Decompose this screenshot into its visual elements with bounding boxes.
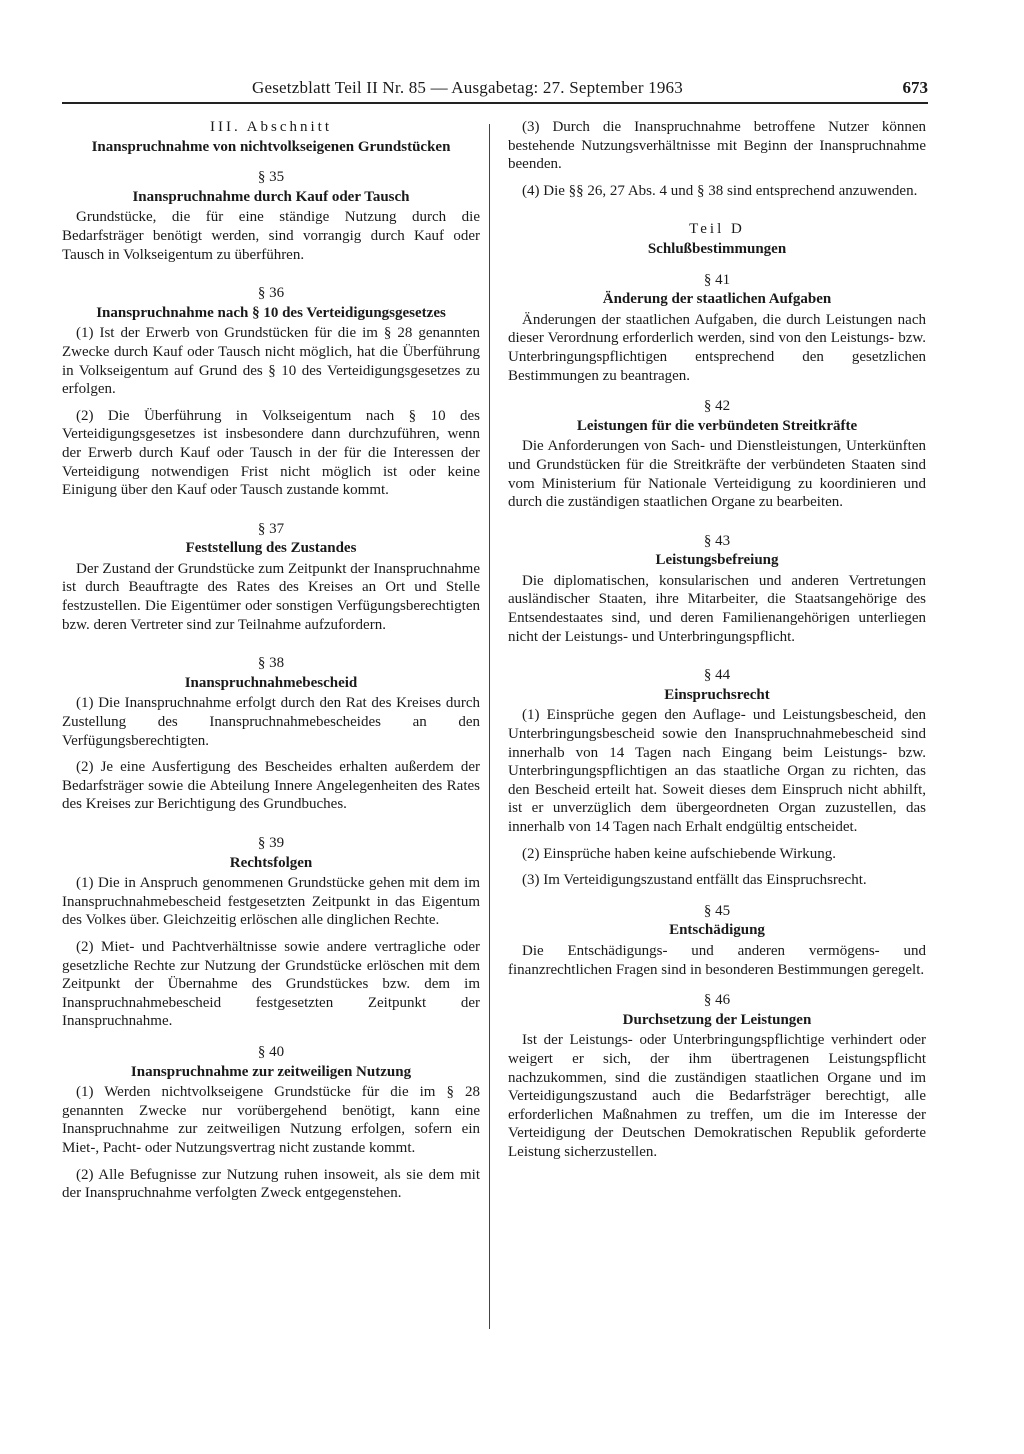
section-number: § 43 xyxy=(703,532,731,549)
paragraph: (2) Die Überführung in Volkseigentum nach § 10 des Verteidigungsgesetzes ist insbesondere dann durchzuführen, wenn der Erwerb durch Kauf oder Tausch in der für die Interessen der Verteidigung notwendigen Frist nicht möglich ist oder keine Einigung über den Kauf oder Tausch zustande kommt. xyxy=(62,407,480,499)
section-title: Feststellung des Zustandes xyxy=(185,540,357,557)
paragraph: (3) Durch die Inanspruchnahme betroffene Nutzer können bestehende Nutzungsverhältnisse mit Beginn der Inanspruchnahme beenden. xyxy=(508,119,926,173)
part-label: Teil D xyxy=(689,221,745,238)
paragraph: (2) Miet- und Pachtverhältnisse sowie andere vertragliche oder gesetzliche Rechte zur Nutzung der Grundstücke erlöschen mit dem Zeitpunkt der Übernahme des Grundstückes bzw. dem im Inanspruchnahmebescheid festgesetzten Zeitpunkt der Inanspruchnahme. xyxy=(62,938,480,1030)
section-title: Entschädigung xyxy=(669,922,765,939)
part-title: Inanspruchnahme von nichtvolkseigenen Grundstücken xyxy=(91,138,451,155)
column-divider xyxy=(489,124,490,1329)
paragraph: Die Entschädigungs- und anderen vermögens- und finanzrechtlichen Fragen sind in besonderen Bestimmungen geregelt. xyxy=(508,942,926,978)
paragraph: (2) Alle Befugnisse zur Nutzung ruhen insoweit, als sie dem mit der Inanspruchnahme verfolgten Zweck entgegenstehen. xyxy=(62,1166,480,1202)
section-number: § 44 xyxy=(703,667,731,684)
section-title: Durchsetzung der Leistungen xyxy=(622,1011,812,1028)
gazette-title: Gesetzblatt Teil II Nr. 85 — Ausgabetag: 27. September 1963 xyxy=(252,78,683,97)
section-number: § 46 xyxy=(703,992,731,1009)
paragraph: (2) Je eine Ausfertigung des Bescheides erhalten außerdem der Bedarfsträger sowie die Abteilung Innere Angelegenheiten des Rates des Kreises zur Berichtigung des Grundbuches. xyxy=(62,759,480,813)
paragraph: (1) Die Inanspruchnahme erfolgt durch den Rat des Kreises durch Zustellung des Inanspruchnahmebescheides an den Verfügungsberechtigten. xyxy=(62,695,480,749)
paragraph: (1) Die in Anspruch genommenen Grundstücke gehen mit dem im Inanspruchnahmebescheid festgesetzten Zeitpunkt in das Eigentum des Volkes über. Gleichzeitig erlöschen alle dinglichen Rechte. xyxy=(62,875,480,929)
paragraph: Ist der Leistungs- oder Unterbringungspflichtige verhindert oder weigert er sich, der ihm übertragenen Leistungspflicht nachzukommen, sind die zuständigen staatlichen Organe und im Verteidigungszustand auch die Bedarfsträger berechtigt, alle erforderlichen Maßnahmen zu treffen, um die im Interesse der Verteidigung der Deutschen Demokratischen Republik geforderte Leistung sicherzustellen. xyxy=(508,1032,926,1160)
section-title: Inanspruchnahmebescheid xyxy=(184,674,358,691)
section-title: Inanspruchnahme zur zeitweiligen Nutzung xyxy=(130,1063,412,1080)
section-number: § 37 xyxy=(257,520,285,537)
section-title: Einspruchsrecht xyxy=(664,686,770,703)
section-number: § 41 xyxy=(703,271,731,288)
section-title: Änderung der staatlichen Aufgaben xyxy=(602,291,832,308)
section-number: § 36 xyxy=(257,285,285,302)
paragraph: (1) Ist der Erwerb von Grundstücken für die im § 28 genannten Zwecke durch Kauf oder Tausch nicht möglich, hat die Überführung in Volkseigentum auf Grund des § 10 des Verteidigungsgesetzes zu erfolgen. xyxy=(62,325,480,398)
paragraph: Die Anforderungen von Sach- und Dienstleistungen, Unterkünften und Grundstücken für die Streitkräfte der verbündeten Staaten sind vom Ministerium für Nationale Verteidigung zu koordinieren und durch die zuständigen staatlichen Organe zu bearbeiten. xyxy=(508,438,926,511)
paragraph: (1) Werden nichtvolkseigene Grundstücke für die im § 28 genannten Zwecke nur vorübergehend benötigt, kann eine Inanspruchnahme zur zeitweiligen Nutzung erfolgen, sofern ein Miet-, Pacht- oder Nutzungsvertrag nicht zustande kommt. xyxy=(62,1084,480,1156)
section-number: § 45 xyxy=(703,902,731,919)
paragraph: Grundstücke, die für eine ständige Nutzung durch die Bedarfsträger benötigt werden, sind vorrangig durch Kauf oder Tausch in Volkseigentum zu überführen. xyxy=(62,209,480,263)
part-title: Schlußbestimmungen xyxy=(647,240,787,257)
part-label: III. Abschnitt xyxy=(210,119,332,135)
page-header xyxy=(62,78,928,104)
section-title: Inanspruchnahme durch Kauf oder Tausch xyxy=(132,188,410,205)
paragraph: (4) Die §§ 26, 27 Abs. 4 und § 38 sind entsprechend anzuwenden. xyxy=(522,182,918,199)
section-title: Leistungen für die verbündeten Streitkräfte xyxy=(576,417,858,434)
paragraph: (1) Einsprüche gegen den Auflage- und Leistungsbescheid, den Unterbringungsbescheid sowie den Inanspruchnahmebescheid sind innerhalb von 14 Tagen nach Eingang beim Leistungs- bzw. Unterbringungspflichtigen an das staatliche Organ zu richten, das den Bescheid erteilt hat. Soweit dieses dem Einspruch nicht abhilft, ist er unverzüglich dem übergeordneten Organ zuzustellen, das innerhalb von 14 Tagen nach Erhalt endgültig entscheidet. xyxy=(508,707,926,835)
right-column xyxy=(508,118,926,1170)
section-number: § 40 xyxy=(257,1043,285,1060)
paragraph: (3) Im Verteidigungszustand entfällt das Einspruchsrecht. xyxy=(522,872,867,889)
section-title: Inanspruchnahme nach § 10 des Verteidigungsgesetzes xyxy=(96,304,446,321)
section-number: § 38 xyxy=(257,655,285,672)
section-number: § 35 xyxy=(257,169,285,186)
section-number: § 42 xyxy=(703,398,731,415)
paragraph: (2) Einsprüche haben keine aufschiebende Wirkung. xyxy=(522,845,837,862)
section-number: § 39 xyxy=(257,835,285,851)
paragraph: Änderungen der staatlichen Aufgaben, die durch Leistungen nach dieser Verordnung erforderlich werden, sind von den Leistungs- bzw. Unterbringungspflichtigen entsprechend den gesetzlichen Bestimmungen zu beantragen. xyxy=(508,311,926,384)
section-title: Leistungsbefreiung xyxy=(655,552,779,569)
page-number: 673 xyxy=(902,78,928,97)
paragraph: Der Zustand der Grundstücke zum Zeitpunkt der Inanspruchnahme ist durch Beauftragte des Rates des Kreises an Ort und Stelle festzustellen. Die Eigentümer oder sonstigen Verfügungsberechtigten bzw. deren Vertreter sind zur Teilnahme aufzufordern. xyxy=(62,560,480,633)
paragraph: Die diplomatischen, konsularischen und anderen Vertretungen ausländischer Staaten, ihre Mitarbeiter, die Staatsangehörige des Entsendestaates sind, und deren Familienangehörigen unterliegen nicht der Leistungs- und Unterbringungspflicht. xyxy=(508,572,926,645)
section-title: Rechtsfolgen xyxy=(229,854,313,871)
left-column xyxy=(62,118,480,1211)
